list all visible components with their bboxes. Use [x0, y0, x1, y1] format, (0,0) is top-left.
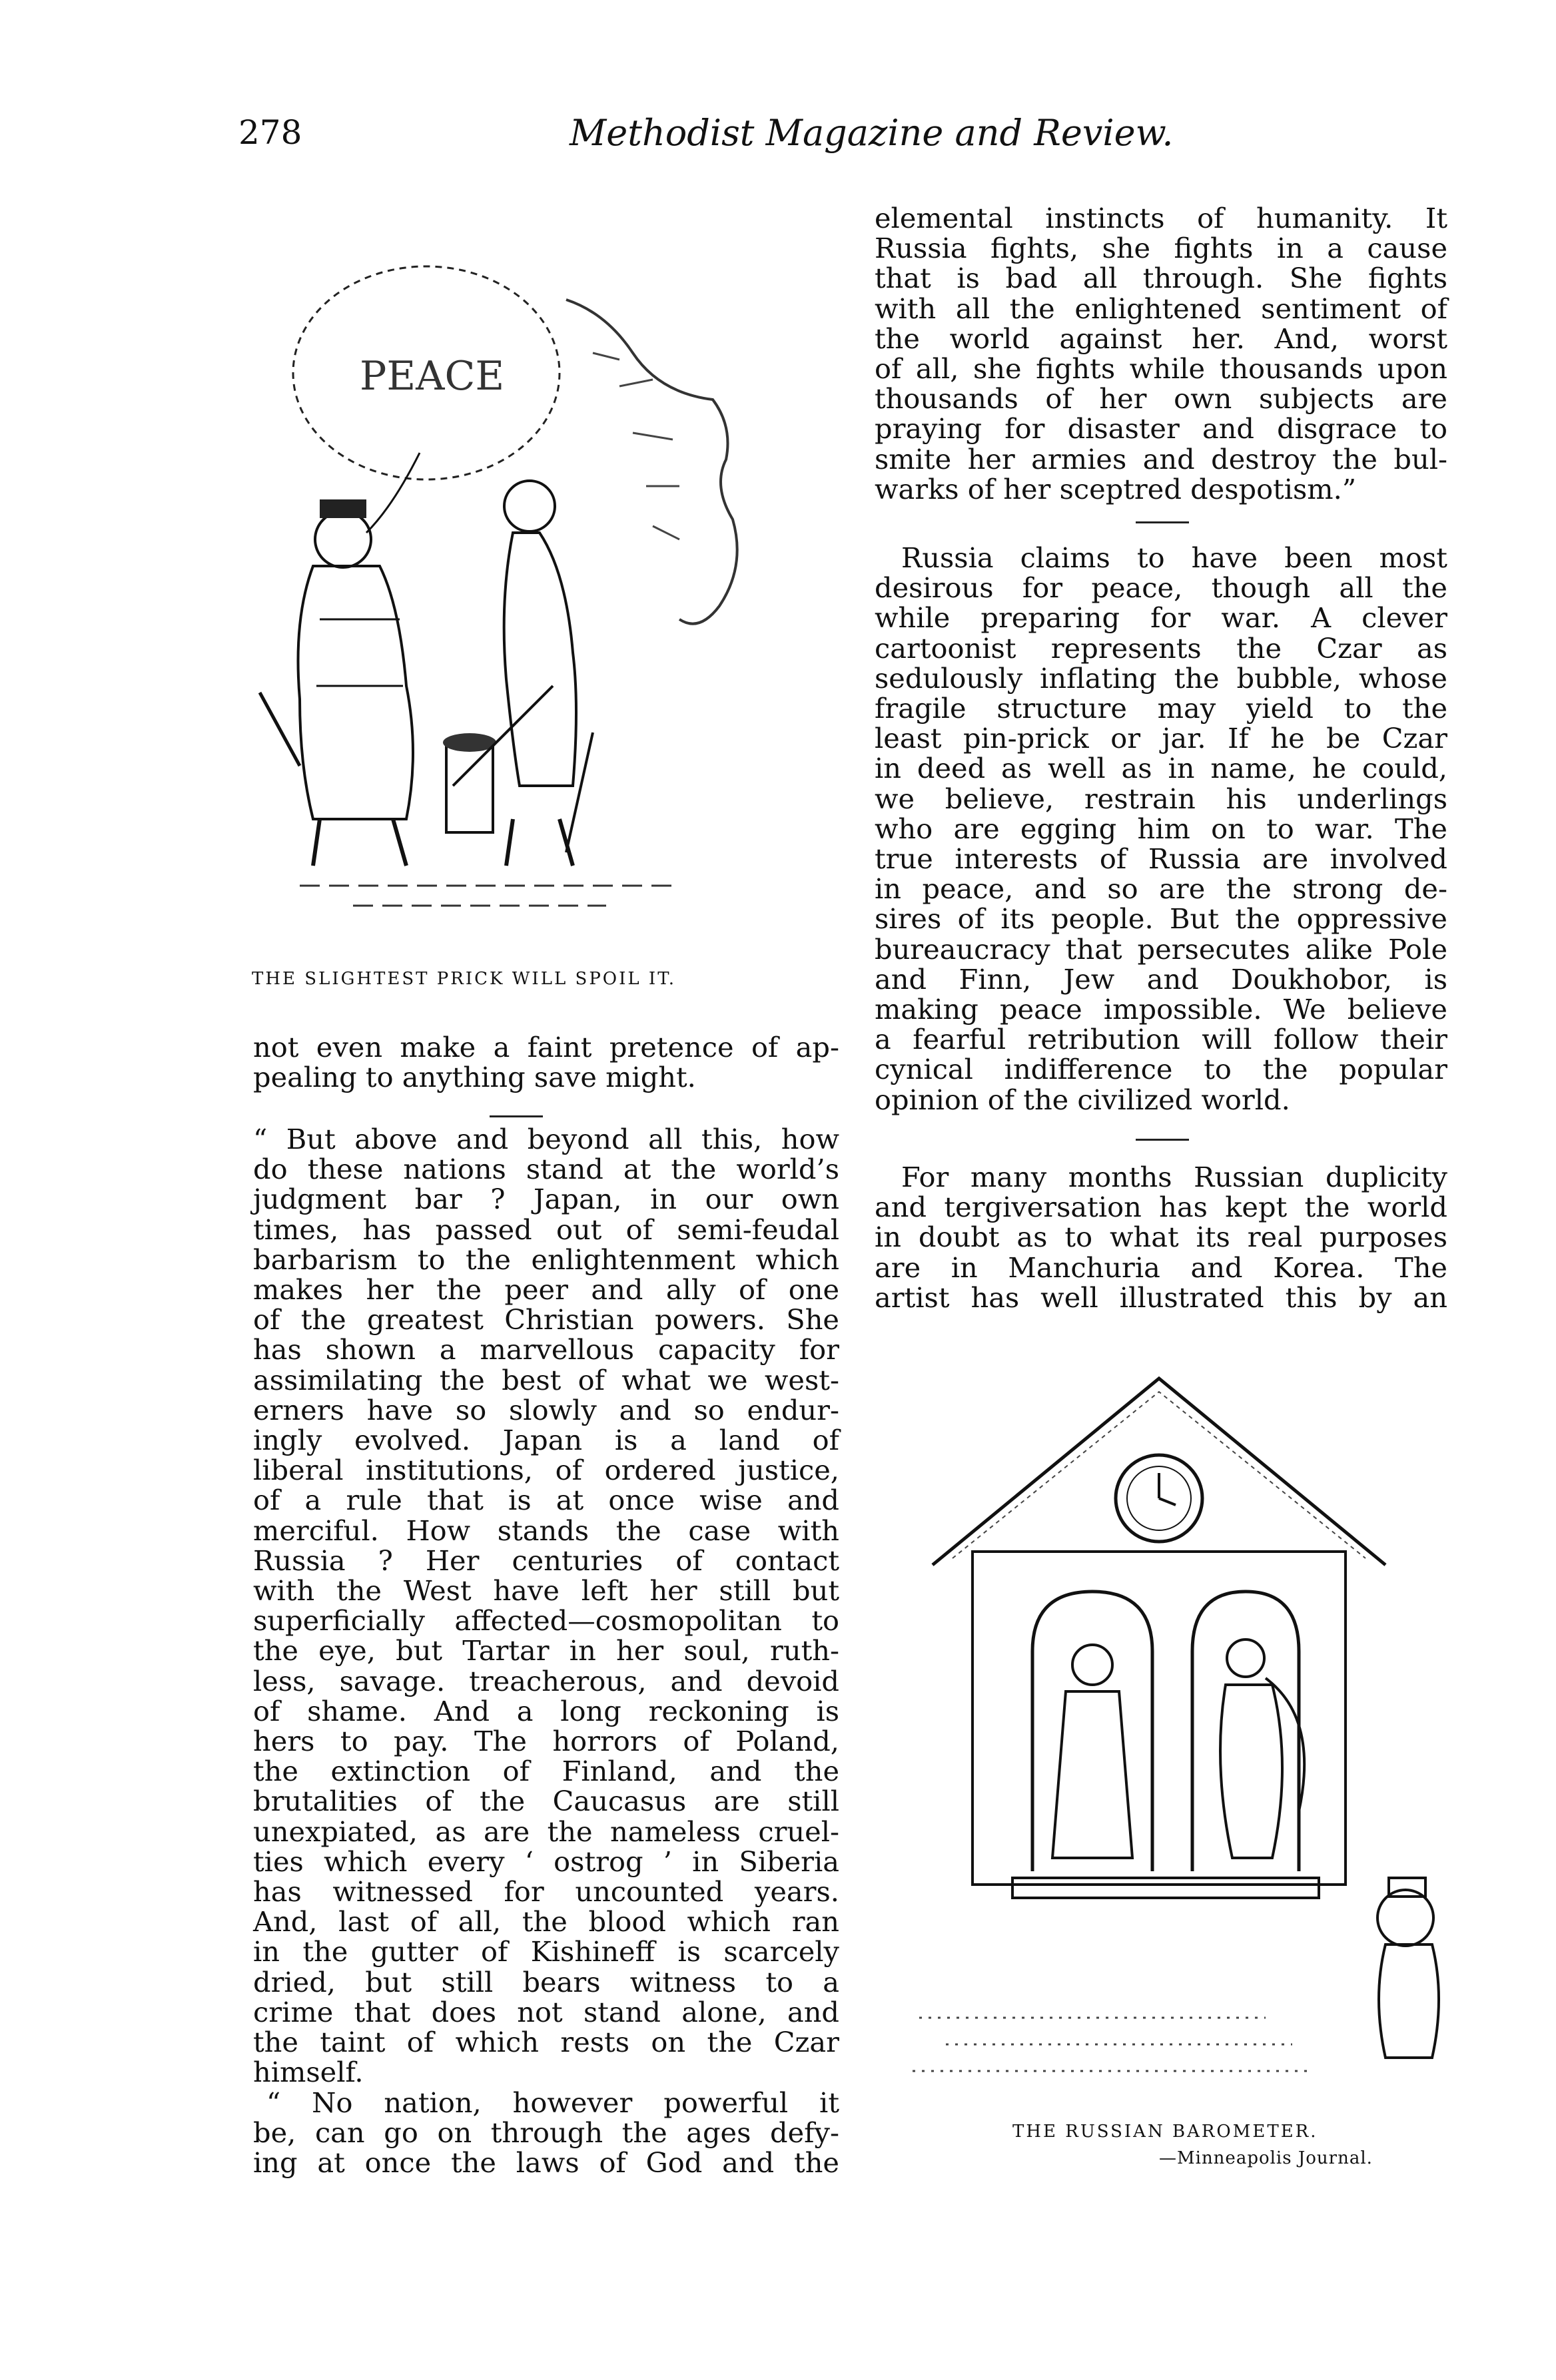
- section-divider: [490, 1115, 543, 1117]
- text-line: the eye, but Tartar in her soul, ruth-: [253, 1634, 839, 1667]
- figure-2-caption: THE RUSSIAN BAROMETER.: [1012, 2122, 1318, 2142]
- text-line: that is bad all through. She fights: [875, 262, 1447, 295]
- text-line: of shame. And a long reckoning is: [253, 1694, 839, 1727]
- left-column: [253, 1032, 839, 1092]
- text-line: opinion of the civilized world.: [875, 1083, 1290, 1116]
- text-line: merciful. How stands the case with: [253, 1514, 839, 1547]
- text-line: Russia claims to have been most: [901, 541, 1447, 574]
- right-column-lower: [875, 1162, 1447, 1313]
- cartoon-bubble-illustration: [220, 220, 819, 952]
- text-line: who are egging him on to war. The: [875, 812, 1447, 845]
- text-line: superficially affected—cosmopolitan to: [253, 1604, 839, 1637]
- left-paragraph-1: [253, 1032, 839, 1092]
- left-paragraph-3: [253, 2088, 839, 2178]
- text-line: of a rule that is at once wise and: [253, 1484, 839, 1517]
- figure-1-caption: THE SLIGHTEST PRICK WILL SPOIL IT.: [252, 969, 676, 989]
- figure-2-credit: —Minneapolis Journal.: [1159, 2148, 1373, 2168]
- text-line: sires of its people. But the oppressive: [875, 902, 1447, 936]
- left-paragraph-2: [253, 1124, 839, 2088]
- text-line: in deed as well as in name, he could,: [875, 752, 1447, 785]
- text-line: we believe, restrain his underlings: [875, 782, 1447, 815]
- text-line: of all, she fights while thousands upon: [875, 352, 1447, 386]
- text-line: crime that does not stand alone, and: [253, 1995, 839, 2028]
- right-column: [875, 203, 1447, 504]
- text-line: in the gutter of Kishineff is scarcely: [253, 1935, 839, 1968]
- text-line: of the greatest Christian powers. She: [253, 1303, 839, 1337]
- text-line: brutalities of the Caucasus are still: [253, 1785, 839, 1818]
- right-paragraph-2: [875, 543, 1447, 1115]
- text-line: true interests of Russia are involved: [875, 842, 1447, 876]
- text-line: has witnessed for uncounted years.: [253, 1875, 839, 1909]
- text-line: liberal institutions, of ordered justice,: [253, 1454, 839, 1487]
- right-paragraph-1: [875, 203, 1447, 504]
- text-line: For many months Russian duplicity: [901, 1161, 1447, 1193]
- text-line: ingly evolved. Japan is a land of: [253, 1424, 839, 1457]
- section-divider: [1136, 521, 1189, 523]
- text-line: has shown a marvellous capacity for: [253, 1333, 839, 1366]
- text-line: desirous for peace, though all the: [875, 571, 1447, 605]
- text-line: hers to pay. The horrors of Poland,: [253, 1725, 839, 1758]
- text-line: pealing to anything save might.: [253, 1061, 696, 1094]
- text-line: artist has well illustrated this by an: [875, 1281, 1447, 1314]
- text-line: smite her armies and destroy the bul-: [875, 442, 1447, 475]
- text-line: ing at once the laws of God and the: [253, 2146, 839, 2179]
- page-number: 278: [238, 113, 302, 152]
- text-line: while preparing for war. A clever: [875, 601, 1447, 635]
- text-line: a fearful retribution will follow their: [875, 1023, 1447, 1056]
- text-line: warks of her sceptred despotism.”: [875, 472, 1357, 505]
- text-line: do these nations stand at the world’s: [253, 1153, 839, 1186]
- text-line: Russia ? Her centuries of contact: [253, 1544, 839, 1577]
- text-line: unexpiated, as are the nameless cruel-: [253, 1815, 839, 1848]
- text-line: assimilating the best of what we west-: [253, 1363, 839, 1396]
- right-column-middle: [875, 543, 1447, 1115]
- text-line: times, has passed out of semi-feudal: [253, 1213, 839, 1246]
- left-column-continued: [253, 1124, 839, 2178]
- text-line: “ No nation, however powerful it: [266, 2086, 839, 2119]
- text-line: thousands of her own subjects are: [875, 382, 1447, 416]
- text-line: not even make a faint pretence of ap-: [253, 1031, 839, 1063]
- text-line: And, last of all, the blood which ran: [253, 1905, 839, 1938]
- text-line: ties which every ‘ ostrog ’ in Siberia: [253, 1845, 839, 1878]
- section-divider: [1136, 1139, 1189, 1141]
- text-line: himself.: [253, 2056, 364, 2089]
- text-line: the extinction of Finland, and the: [253, 1755, 839, 1788]
- text-line: barbarism to the enlightenment which: [253, 1243, 839, 1276]
- text-line: dried, but still bears witness to a: [253, 1965, 839, 1998]
- text-line: be, can go on through the ages defy-: [253, 2116, 839, 2149]
- text-line: with the West have left her still but: [253, 1574, 839, 1608]
- text-line: bureaucracy that persecutes alike Pole: [875, 932, 1447, 966]
- text-line: with all the enlightened sentiment of: [875, 292, 1447, 325]
- text-line: the world against her. And, worst: [875, 322, 1447, 355]
- running-title: Methodist Magazine and Review.: [570, 112, 1174, 154]
- text-line: the taint of which rests on the Czar: [253, 2026, 839, 2059]
- text-line: sedulously inflating the bubble, whose: [875, 661, 1447, 695]
- text-line: fragile structure may yield to the: [875, 692, 1447, 725]
- text-line: and tergiversation has kept the world: [875, 1191, 1447, 1224]
- svg-text:PEACE: PEACE: [360, 353, 505, 400]
- text-line: judgment bar ? Japan, in our own: [253, 1183, 839, 1216]
- text-line: elemental instincts of humanity. It: [875, 202, 1447, 234]
- text-line: making peace impossible. We believe: [875, 993, 1447, 1026]
- text-line: least pin-prick or jar. If he be Czar: [875, 722, 1447, 755]
- text-line: less, savage. treacherous, and devoid: [253, 1664, 839, 1697]
- cartoon-barometer-illustration: [893, 1365, 1492, 2104]
- text-line: makes her the peer and ally of one: [253, 1273, 839, 1307]
- right-paragraph-3: [875, 1162, 1447, 1313]
- text-line: Russia fights, she fights in a cause: [875, 232, 1447, 265]
- text-line: praying for disaster and disgrace to: [875, 412, 1447, 446]
- text-line: erners have so slowly and so endur-: [253, 1393, 839, 1426]
- text-line: cartoonist represents the Czar as: [875, 631, 1447, 665]
- text-line: cynical indifference to the popular: [875, 1053, 1447, 1086]
- text-line: in peace, and so are the strong de-: [875, 872, 1447, 906]
- text-line: and Finn, Jew and Doukhobor, is: [875, 962, 1447, 996]
- text-line: “ But above and beyond all this, how: [253, 1123, 839, 1155]
- text-line: are in Manchuria and Korea. The: [875, 1251, 1447, 1284]
- text-line: in doubt as to what its real purposes: [875, 1221, 1447, 1254]
